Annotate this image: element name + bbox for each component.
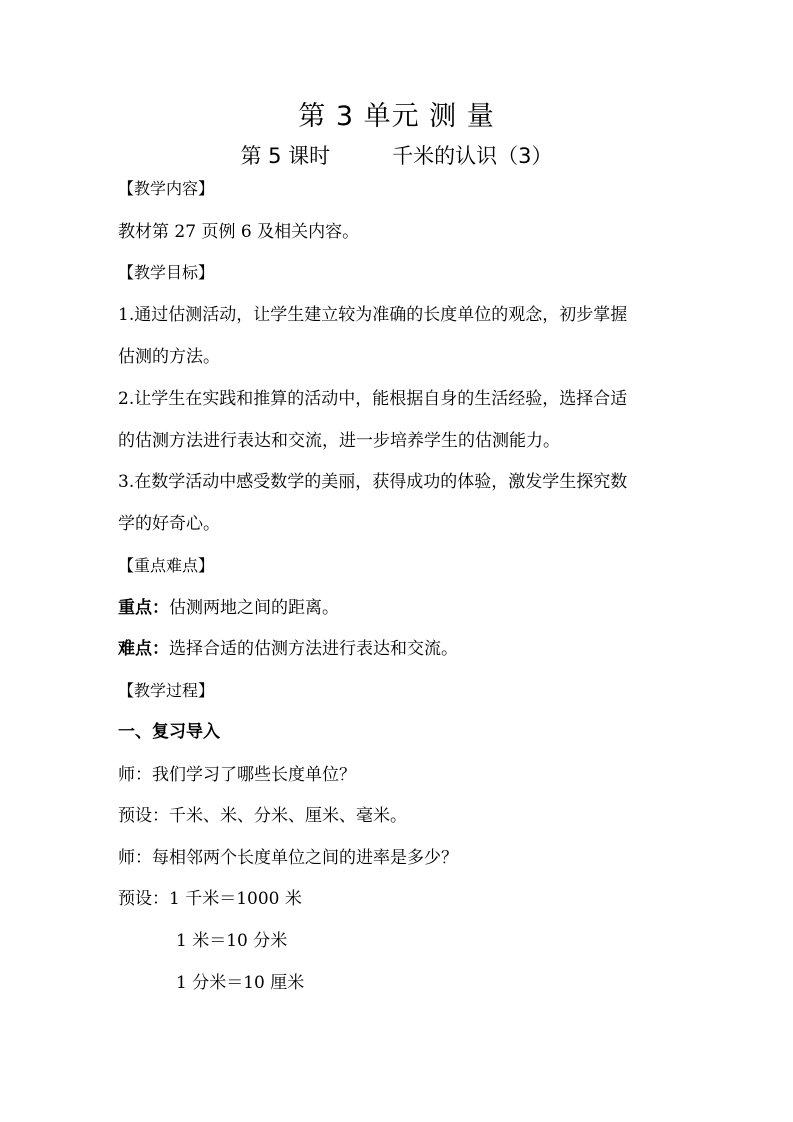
part-1-heading: 一、复习导入	[118, 722, 220, 742]
process-heading: 【教学过程】	[118, 681, 215, 700]
lesson-number: 第 5 课时	[240, 144, 331, 168]
goal-1-line-2: 估测的方法。	[118, 347, 220, 367]
conversion-km-m: 1 千米＝1000 米	[169, 889, 302, 909]
expected-answer-2-line-1	[118, 888, 302, 910]
keypoints-heading: 【重点难点】	[118, 556, 215, 575]
conversion-dm-cm: 1 分米＝10 厘米	[176, 973, 305, 993]
lesson-title	[0, 142, 793, 170]
goal-3-line-2: 学的好奇心。	[118, 514, 220, 534]
content-heading: 【教学内容】	[118, 179, 215, 198]
unit-title: 第 3 单元 测 量	[298, 101, 495, 132]
conversion-m-dm: 1 米＝10 分米	[176, 931, 288, 951]
goal-2-line-1: 2.让学生在实践和推算的活动中，能根据自身的生活经验，选择合适	[118, 389, 628, 409]
teacher-question-2: 师：每相邻两个长度单位之间的进率是多少？	[118, 848, 458, 868]
difficult-point-text: 选择合适的估测方法进行表达和交流。	[169, 639, 458, 659]
expected-answer-1: 预设：千米、米、分米、厘米、毫米。	[118, 806, 407, 826]
difficult-point	[118, 638, 458, 660]
lesson-topic: 千米的认识（3）	[392, 144, 553, 168]
key-point-text: 估测两地之间的距离。	[169, 598, 339, 618]
teacher-question-1: 师：我们学习了哪些长度单位？	[118, 765, 356, 785]
key-point-label: 重点：	[118, 598, 169, 618]
goal-2-line-2: 的估测方法进行表达和交流，进一步培养学生的估测能力。	[118, 431, 560, 451]
goal-1-line-1: 1.通过估测活动，让学生建立较为准确的长度单位的观念，初步掌握	[118, 305, 628, 325]
difficult-point-label: 难点：	[118, 639, 169, 659]
goals-heading: 【教学目标】	[118, 263, 215, 282]
key-point	[118, 597, 339, 619]
expected-answer-2-label: 预设：	[118, 889, 169, 909]
content-text: 教材第 27 页例 6 及相关内容。	[118, 222, 360, 242]
goal-3-line-1: 3.在数学活动中感受数学的美丽，获得成功的体验，激发学生探究数	[118, 472, 628, 492]
